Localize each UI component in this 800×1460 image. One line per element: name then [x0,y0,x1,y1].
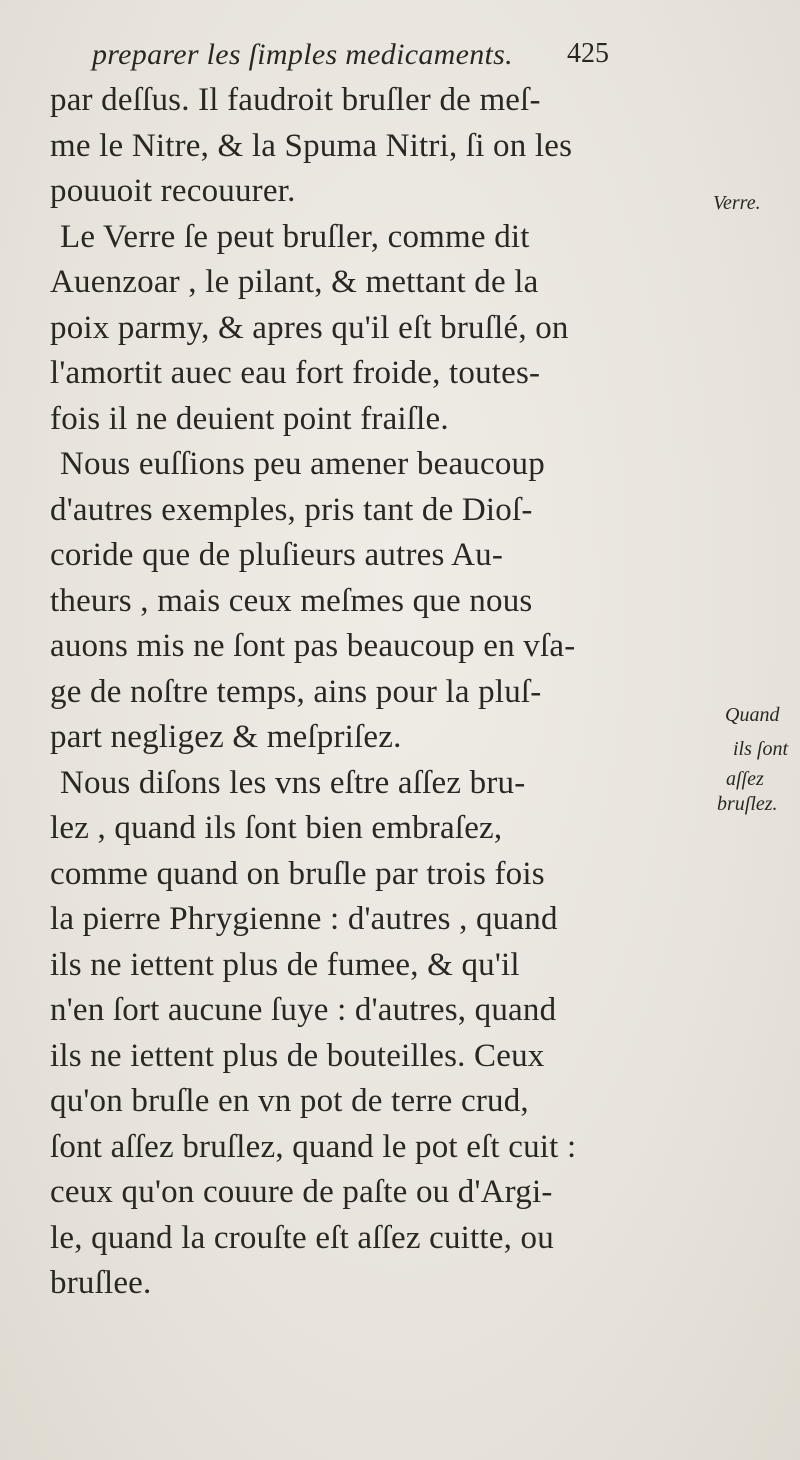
text-line: part negligez & meſpriſez. [50,719,402,755]
margin-note-quand: Quand [725,704,780,726]
text-line: bruſlee. [50,1265,152,1301]
text-line: par deſſus. Il faudroit bruſler de meſ- [50,82,541,118]
text-line: ceux qu'on couure de paſte ou d'Argi- [50,1174,553,1210]
text-line: auons mis ne ſont pas beaucoup en vſa- [50,628,576,664]
text-line: theurs , mais ceux meſmes que nous [50,582,533,619]
text-line: n'en ſort aucune ſuye : d'autres, quand [50,992,557,1028]
running-title: preparer les ſimples medicaments. [92,38,513,71]
text-line: ils ne iettent plus de fumee, & qu'il [50,946,520,983]
text-line: l'amortit auec eau fort froide, toutes- [50,355,541,391]
body-text [50,78,710,1307]
text-line: coride que de pluſieurs autres Au- [50,537,504,573]
page-header [92,38,652,78]
text-line: qu'on bruſle en vn pot de terre crud, [50,1083,529,1119]
text-line: Le Verre ſe peut bruſler, comme dit [60,218,530,255]
text-line: la pierre Phrygienne : d'autres , quand [50,901,558,937]
text-line: d'autres exemples, pris tant de Dioſ- [50,491,533,528]
text-line: Nous diſons les vns eſtre aſſez bru- [60,764,526,801]
text-line: me le Nitre, & la Spuma Nitri, ſi on les [50,127,573,164]
text-line: Nous euſſions peu amener beaucoup [60,446,545,482]
margin-note-ils-sont: ils ſont [733,738,789,760]
text-line: fois il ne deuient point fraiſle. [50,400,449,437]
text-line: le, quand la crouſte eſt aſſez cuitte, ou [50,1219,554,1256]
page-number: 425 [567,38,609,69]
margin-note-verre: Verre. [713,192,761,214]
text-line: ſont aſſez bruſlez, quand le pot eſt cuit : [50,1128,577,1165]
margin-note-bruslez: bruſlez. [717,793,778,815]
text-line: ge de noſtre temps, ains pour la pluſ- [50,673,542,710]
text-line: ils ne iettent plus de bouteilles. Ceux [50,1037,545,1074]
text-line: pouuoit recouurer. [50,173,296,209]
text-line: Auenzoar , le pilant, & mettant de la [50,264,539,300]
text-line: comme quand on bruſle par trois fois [50,855,545,892]
margin-note-assez: aſſez [726,768,764,790]
text-line: poix parmy, & apres qu'il eſt bruſlé, on [50,309,569,346]
text-line: lez , quand ils ſont bien embraſez, [50,810,503,846]
